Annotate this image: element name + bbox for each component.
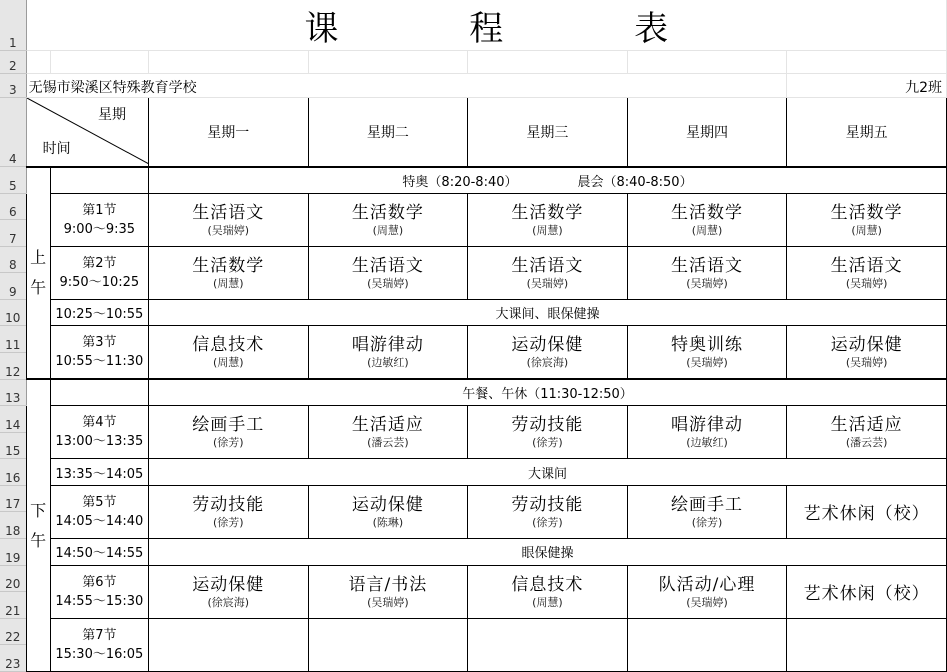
- row-number[interactable]: 4: [0, 98, 26, 167]
- period-label: [50, 618, 148, 671]
- subject-name: 生活语文: [351, 255, 424, 276]
- sheet-row: [0, 193, 947, 220]
- row-number[interactable]: 7: [0, 220, 26, 247]
- class-cell[interactable]: [308, 485, 468, 538]
- empty-cell[interactable]: [149, 51, 309, 73]
- row-number[interactable]: 23: [0, 645, 26, 672]
- subject-name: 生活适应: [351, 415, 424, 436]
- sheet-row: [0, 246, 947, 273]
- class-cell[interactable]: [149, 565, 309, 618]
- period-label: [50, 485, 148, 538]
- teacher-name: (吴瑞婷): [845, 276, 888, 290]
- class-cell[interactable]: [149, 193, 309, 246]
- teacher-name: (吴瑞婷): [686, 356, 728, 370]
- period-name: 第5节: [82, 494, 117, 510]
- teacher-name: (周慧): [691, 223, 723, 237]
- teacher-name: (吴瑞婷): [686, 276, 728, 290]
- subject-name: 绘画手工: [670, 494, 743, 515]
- morning-label: [26, 167, 50, 380]
- class-cell[interactable]: [468, 246, 628, 299]
- class-cell[interactable]: [468, 326, 628, 379]
- subject-name: 生活数学: [511, 202, 584, 223]
- subject-name: 信息技术: [192, 335, 265, 356]
- class-cell[interactable]: [149, 326, 309, 379]
- period-time: 10:55～11:30: [55, 354, 144, 370]
- row-number[interactable]: 5: [0, 167, 26, 194]
- sheet-row: [0, 565, 947, 592]
- period-time: 13:00～13:35: [55, 434, 144, 450]
- sheet-row: [0, 618, 947, 645]
- row-number[interactable]: 10: [0, 299, 26, 326]
- sheet-row: [0, 98, 947, 167]
- big-break-band: 大课间、眼保健操: [149, 299, 947, 326]
- teacher-name: (周慧): [213, 356, 244, 370]
- class-cell[interactable]: [468, 618, 628, 671]
- sheet-row: [0, 0, 947, 51]
- header-corner: [26, 98, 148, 167]
- teacher-name: (徐宸海): [526, 356, 569, 370]
- blank-cell: [50, 379, 148, 406]
- teacher-name: (徐芳): [213, 515, 244, 529]
- day-header-2: 星期二: [308, 98, 468, 167]
- teacher-name: (潘云芸): [845, 436, 888, 450]
- period-name: 第7节: [82, 627, 117, 643]
- subject-name: 劳动技能: [511, 494, 584, 515]
- teacher-name: (吴瑞婷): [367, 276, 409, 290]
- class-cell[interactable]: [627, 193, 787, 246]
- row-number[interactable]: 15: [0, 432, 26, 459]
- class-cell[interactable]: [627, 246, 787, 299]
- break2-band: 大课间: [149, 459, 947, 486]
- class-cell[interactable]: [787, 406, 947, 459]
- subject-name: 特奥训练: [670, 335, 743, 356]
- row-number[interactable]: 13: [0, 379, 26, 406]
- period-time: 14:05～14:40: [55, 513, 144, 529]
- class-cell[interactable]: [308, 326, 468, 379]
- sheet-row: [0, 73, 947, 98]
- period-time: 9:00～9:35: [63, 221, 136, 237]
- row-number[interactable]: 14: [0, 406, 26, 433]
- sheet-row: [0, 459, 947, 486]
- sheet-row: [0, 299, 947, 326]
- period-time: 15:30～16:05: [55, 646, 144, 662]
- row-number[interactable]: 17: [0, 485, 26, 512]
- teacher-name: (周慧): [372, 223, 404, 237]
- subject-name: 队活动/心理: [658, 574, 756, 595]
- class-cell[interactable]: [308, 193, 468, 246]
- period-label: [50, 246, 148, 299]
- class-cell[interactable]: [787, 193, 947, 246]
- morning-meeting-time: 晨会（8:40-8:50）: [577, 174, 693, 190]
- sheet-row: [0, 379, 947, 406]
- period-label: [50, 406, 148, 459]
- class-cell[interactable]: [468, 565, 628, 618]
- teacher-name: (徐芳): [691, 515, 723, 529]
- morning-band: [149, 167, 947, 194]
- subject-name: 运动保健: [511, 335, 584, 356]
- page-title: 课 程 表: [26, 0, 946, 51]
- empty-cell[interactable]: [26, 51, 50, 73]
- morning-char: 午: [30, 277, 47, 297]
- class-cell[interactable]: [149, 246, 309, 299]
- eye-exercise-band: 眼保健操: [149, 538, 947, 565]
- school-name: 无锡市梁溪区特殊教育学校: [26, 73, 787, 98]
- day-header-1: 星期一: [149, 98, 309, 167]
- sheet-row: [0, 326, 947, 353]
- row-number[interactable]: 22: [0, 618, 26, 645]
- teacher-name: (吴瑞婷): [207, 223, 250, 237]
- row-number[interactable]: 1: [0, 0, 26, 51]
- class-cell[interactable]: [308, 618, 468, 671]
- subject-name: 语言/书法: [348, 574, 428, 595]
- class-cell[interactable]: [468, 485, 628, 538]
- row-number[interactable]: 21: [0, 592, 26, 619]
- teacher-name: (潘云芸): [367, 436, 409, 450]
- row-number[interactable]: 9: [0, 273, 26, 300]
- period-name: 第1节: [82, 202, 117, 218]
- empty-cell[interactable]: [50, 51, 148, 73]
- period-time: 14:55～15:30: [55, 593, 144, 609]
- day-header-4: 星期四: [627, 98, 787, 167]
- period-name: 第3节: [82, 335, 117, 351]
- class-cell[interactable]: [149, 485, 309, 538]
- subject-name: 唱游律动: [351, 335, 424, 356]
- class-cell[interactable]: [149, 618, 309, 671]
- row-number[interactable]: 16: [0, 459, 26, 486]
- row-number[interactable]: 3: [0, 73, 26, 98]
- subject-name: 生活数学: [670, 202, 743, 223]
- subject-name: 运动保健: [351, 494, 424, 515]
- class-cell[interactable]: [308, 246, 468, 299]
- teacher-name: (边敏红): [367, 356, 409, 370]
- class-cell[interactable]: [149, 406, 309, 459]
- sheet-row: [0, 51, 947, 73]
- teacher-name: (徐芳): [532, 515, 563, 529]
- row-number[interactable]: 20: [0, 565, 26, 592]
- afternoon-char: 午: [30, 530, 47, 550]
- teacher-name: (周慧): [532, 223, 563, 237]
- afternoon-label: [26, 379, 50, 671]
- teacher-name: (陈琳): [372, 515, 404, 529]
- blank-cell: [50, 167, 148, 194]
- subject-name: 运动保健: [192, 574, 265, 595]
- sheet-row: [0, 485, 947, 512]
- sheet-row: [0, 406, 947, 433]
- day-header-3: 星期三: [468, 98, 628, 167]
- teacher-name: (徐芳): [532, 436, 563, 450]
- break-time: 10:25～10:55: [50, 299, 148, 326]
- empty-cell[interactable]: [308, 51, 468, 73]
- class-name: 九2班: [787, 73, 947, 98]
- subject-name: 生活语文: [830, 255, 903, 276]
- sheet-row: [0, 167, 947, 194]
- subject-name: 生活数学: [830, 202, 903, 223]
- row-number[interactable]: 18: [0, 512, 26, 539]
- subject-name: 绘画手工: [192, 415, 265, 436]
- teacher-name: (徐芳): [213, 436, 244, 450]
- teacher-name: (周慧): [851, 223, 882, 237]
- subject-name: 生活语文: [192, 202, 265, 223]
- class-cell[interactable]: [787, 565, 947, 618]
- sheet-row: [0, 538, 947, 565]
- class-cell[interactable]: [308, 406, 468, 459]
- teacher-name: (周慧): [532, 595, 563, 609]
- class-cell[interactable]: [468, 406, 628, 459]
- lunch-band: 午餐、午休（11:30-12:50）: [149, 379, 947, 406]
- subject-name: 艺术休闲（校）: [803, 504, 930, 525]
- class-cell[interactable]: [627, 618, 787, 671]
- period-label: [50, 193, 148, 246]
- subject-name: 生活语文: [511, 255, 584, 276]
- teacher-name: (吴瑞婷): [526, 276, 569, 290]
- teacher-name: (吴瑞婷): [686, 595, 728, 609]
- class-cell[interactable]: [627, 485, 787, 538]
- tehao-time: 特奥（8:20-8:40）: [402, 174, 518, 190]
- teacher-name: (周慧): [213, 276, 244, 290]
- subject-name: 生活数学: [192, 255, 265, 276]
- period-name: 第2节: [82, 255, 117, 271]
- subject-name: 艺术休闲（校）: [803, 584, 930, 605]
- period-label: [50, 326, 148, 379]
- morning-char: 上: [30, 247, 47, 267]
- class-cell[interactable]: [627, 326, 787, 379]
- subject-name: 生活适应: [830, 415, 903, 436]
- row-number[interactable]: 11: [0, 326, 26, 353]
- afternoon-char: 下: [30, 500, 47, 520]
- empty-cell[interactable]: [468, 51, 628, 73]
- class-cell[interactable]: [787, 618, 947, 671]
- day-axis-label: 星期: [98, 107, 127, 124]
- empty-cell[interactable]: [787, 51, 947, 73]
- subject-name: 劳动技能: [192, 494, 265, 515]
- subject-name: 唱游律动: [670, 415, 743, 436]
- teacher-name: (吴瑞婷): [845, 356, 888, 370]
- period-name: 第4节: [82, 415, 117, 431]
- class-cell[interactable]: [787, 485, 947, 538]
- subject-name: 生活数学: [351, 202, 424, 223]
- subject-name: 信息技术: [511, 574, 584, 595]
- empty-cell[interactable]: [627, 51, 787, 73]
- period-name: 第6节: [82, 574, 117, 590]
- subject-name: 劳动技能: [511, 415, 584, 436]
- class-cell[interactable]: [627, 565, 787, 618]
- row-number[interactable]: 6: [0, 193, 26, 220]
- class-cell[interactable]: [627, 406, 787, 459]
- row-number[interactable]: 19: [0, 538, 26, 565]
- class-cell[interactable]: [787, 326, 947, 379]
- row-number[interactable]: 2: [0, 51, 26, 73]
- period-label: [50, 565, 148, 618]
- teacher-name: (边敏红): [686, 436, 728, 450]
- row-number[interactable]: 12: [0, 353, 26, 380]
- day-header-5: 星期五: [787, 98, 947, 167]
- class-cell[interactable]: [787, 246, 947, 299]
- break-time: 14:50～14:55: [50, 538, 148, 565]
- subject-name: 生活语文: [670, 255, 743, 276]
- teacher-name: (吴瑞婷): [367, 595, 409, 609]
- diagonal-header: [27, 98, 148, 164]
- row-number[interactable]: 8: [0, 246, 26, 273]
- time-axis-label: 时间: [42, 141, 71, 158]
- class-cell[interactable]: [308, 565, 468, 618]
- class-cell[interactable]: [468, 193, 628, 246]
- teacher-name: (徐宸海): [207, 595, 250, 609]
- period-time: 9:50～10:25: [59, 274, 140, 290]
- subject-name: 运动保健: [830, 335, 903, 356]
- break-time: 13:35～14:05: [50, 459, 148, 486]
